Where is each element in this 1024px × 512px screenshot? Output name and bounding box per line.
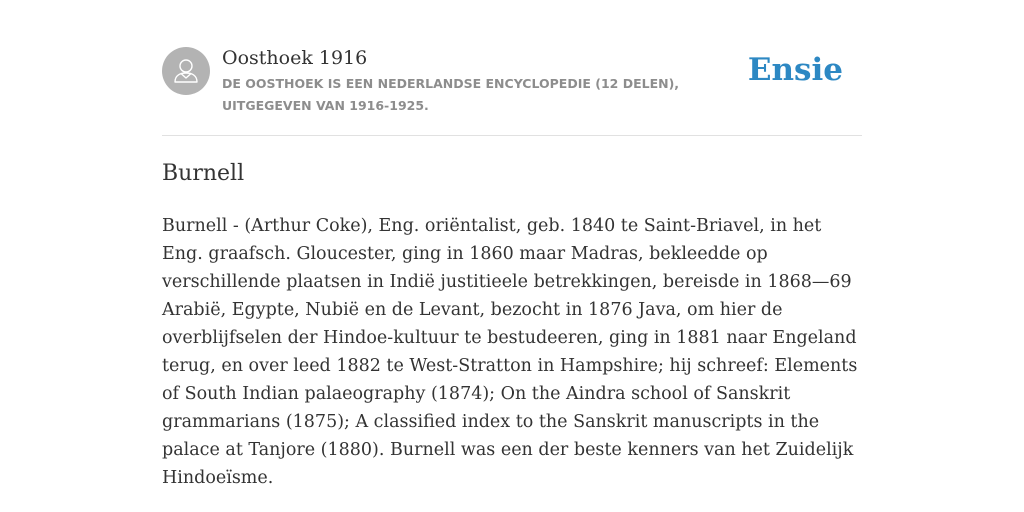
entry-title: Burnell bbox=[162, 161, 245, 186]
source-description: DE OOSTHOEK IS EEN NEDERLANDSE ENCYCLOPEDIE (12 DELEN), UITGEGEVEN VAN 1916-1925. bbox=[222, 76, 680, 113]
source-header bbox=[162, 46, 862, 116]
user-avatar-icon[interactable] bbox=[162, 47, 210, 95]
source-title[interactable]: Oosthoek 1916 bbox=[222, 47, 368, 69]
entry-body-text: Burnell - (Arthur Coke), Eng. oriëntalist, geb. 1840 te Saint-Briavel, in het Eng. graafsch. Gloucester, ging in 1860 maar Madras, bekleedde op verschillende plaatsen in Indië justitieele betrekkingen, bereisde in 1868—69 Arabië, Egypte, Nubië en de Levant, bezocht in 1876 Java, om hier de overblijfselen der Hindoe-kultuur te bestudeeren, ging in 1881 naar Engeland terug, en over leed 1882 te West-Stratton in Hampshire; hij schreef: Elements of South Indian palaeography (1874); On the Aindra school of Sanskrit grammarians (1875); A classified index to the Sanskrit manuscripts in the palace at Tanjore (1880). Burnell was een der beste kenners van het Zuidelijk Hindoeïsme. bbox=[162, 216, 858, 488]
header-divider bbox=[162, 135, 862, 136]
ensie-logo-link[interactable]: Ensie bbox=[747, 52, 843, 88]
